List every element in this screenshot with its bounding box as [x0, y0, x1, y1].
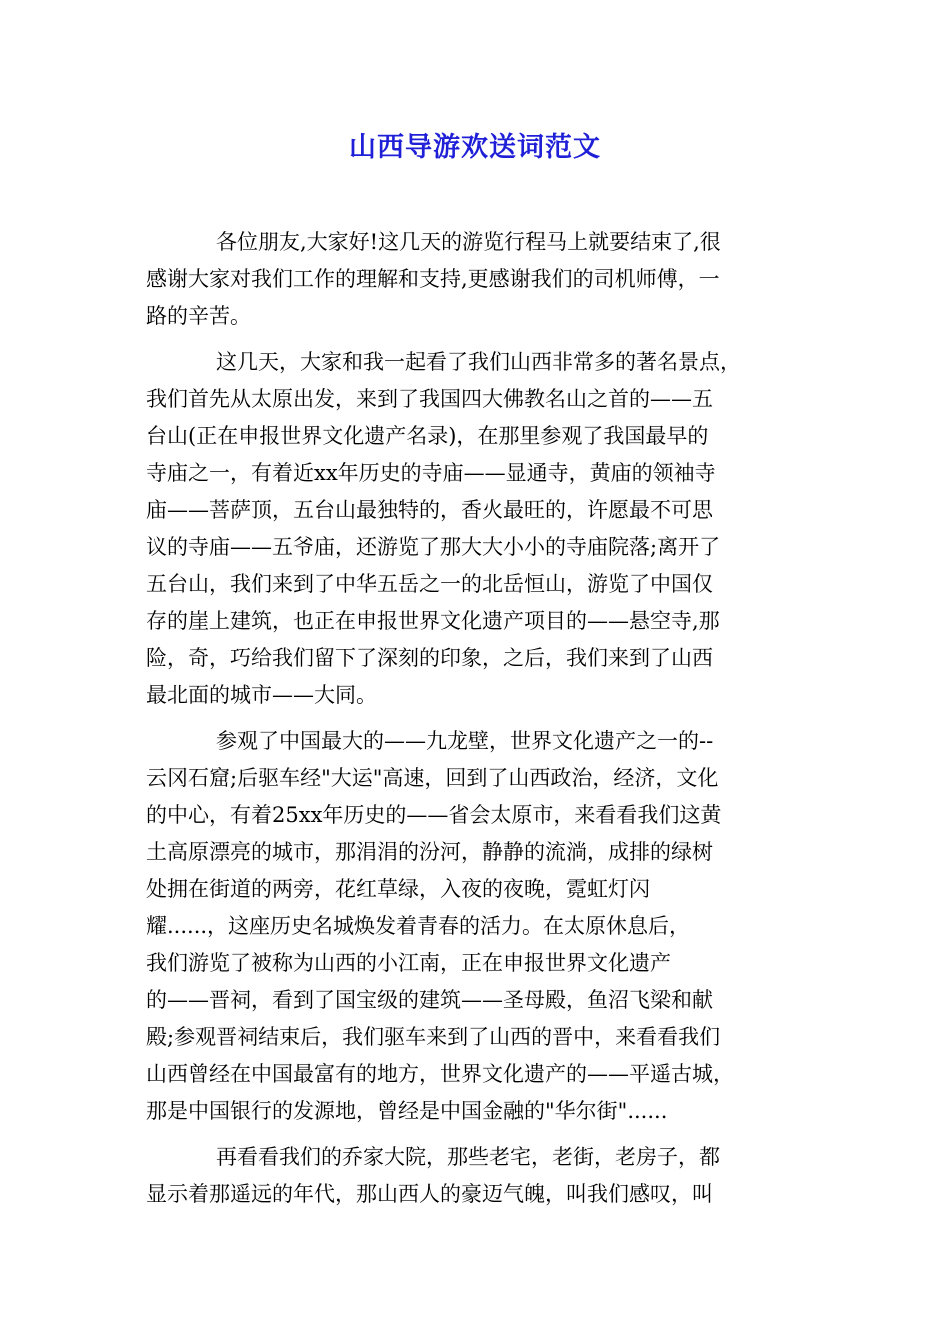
paragraph-line: 我们游览了被称为山西的小江南，正在申报世界文化遗产 — [146, 951, 671, 975]
paragraph-line: 我们首先从太原出发，来到了我国四大佛教名山之首的——五 — [146, 387, 713, 411]
paragraph-line: 寺庙之一，有着近xx年历史的寺庙——显通寺，黄庙的领袖寺 — [146, 461, 716, 485]
paragraph-line: 路的辛苦。 — [146, 304, 251, 328]
paragraph-line: 处拥在街道的两旁，花红草绿，入夜的夜晚，霓虹灯闪 — [146, 877, 650, 901]
paragraph-line: 殿;参观晋祠结束后，我们驱车来到了山西的晋中，来看看我们 — [146, 1025, 721, 1049]
document-title: 山西导游欢送词范文 — [349, 132, 601, 163]
paragraph-line: 存的崖上建筑，也正在申报世界文化遗产项目的——悬空寺,那 — [146, 609, 720, 633]
paragraph-line: 这几天，大家和我一起看了我们山西非常多的著名景点， — [216, 350, 741, 374]
document-body — [146, 224, 806, 1222]
paragraph-line: 显示着那遥远的年代，那山西人的豪迈气魄，叫我们感叹，叫 — [146, 1182, 713, 1206]
paragraph-line: 那是中国银行的发源地，曾经是中国金融的"华尔街"...... — [146, 1099, 668, 1123]
paragraph-line: 议的寺庙——五爷庙，还游览了那大大小小的寺庙院落;离开了 — [146, 535, 721, 559]
paragraph-line: 台山(正在申报世界文化遗产名录)，在那里参观了我国最早的 — [146, 424, 709, 448]
paragraph — [146, 723, 806, 1130]
paragraph-line: 土高原漂亮的城市，那涓涓的汾河，静静的流淌，成排的绿树 — [146, 840, 713, 864]
paragraph-line: 各位朋友,大家好!这几天的游览行程马上就要结束了,很 — [216, 230, 721, 254]
paragraph-line: 庙——菩萨顶，五台山最独特的，香火最旺的，许愿最不可思 — [146, 498, 713, 522]
paragraph — [146, 224, 806, 335]
paragraph-line: 险，奇，巧给我们留下了深刻的印象，之后，我们来到了山西 — [146, 646, 713, 670]
paragraph-line: 云冈石窟;后驱车经"大运"高速，回到了山西政治，经济，文化 — [146, 766, 719, 790]
paragraph — [146, 1139, 806, 1213]
paragraph-line: 最北面的城市——大同。 — [146, 683, 377, 707]
paragraph-line: 山西曾经在中国最富有的地方，世界文化遗产的——平遥古城， — [146, 1062, 734, 1086]
paragraph-line: 再看看我们的乔家大院，那些老宅，老街，老房子，都 — [216, 1145, 720, 1169]
paragraph-line: 耀......，这座历史名城焕发着青春的活力。在太原休息后， — [146, 914, 691, 938]
paragraph-line: 参观了中国最大的——九龙壁，世界文化遗产之一的-- — [216, 729, 714, 753]
paragraph-line: 的——晋祠，看到了国宝级的建筑——圣母殿，鱼沼飞梁和献 — [146, 988, 713, 1012]
paragraph-line: 感谢大家对我们工作的理解和支持,更感谢我们的司机师傅，一 — [146, 267, 720, 291]
paragraph — [146, 344, 806, 714]
paragraph-line: 的中心，有着25xx年历史的——省会太原市，来看看我们这黄 — [146, 803, 722, 827]
paragraph-line: 五台山，我们来到了中华五岳之一的北岳恒山，游览了中国仅 — [146, 572, 713, 596]
